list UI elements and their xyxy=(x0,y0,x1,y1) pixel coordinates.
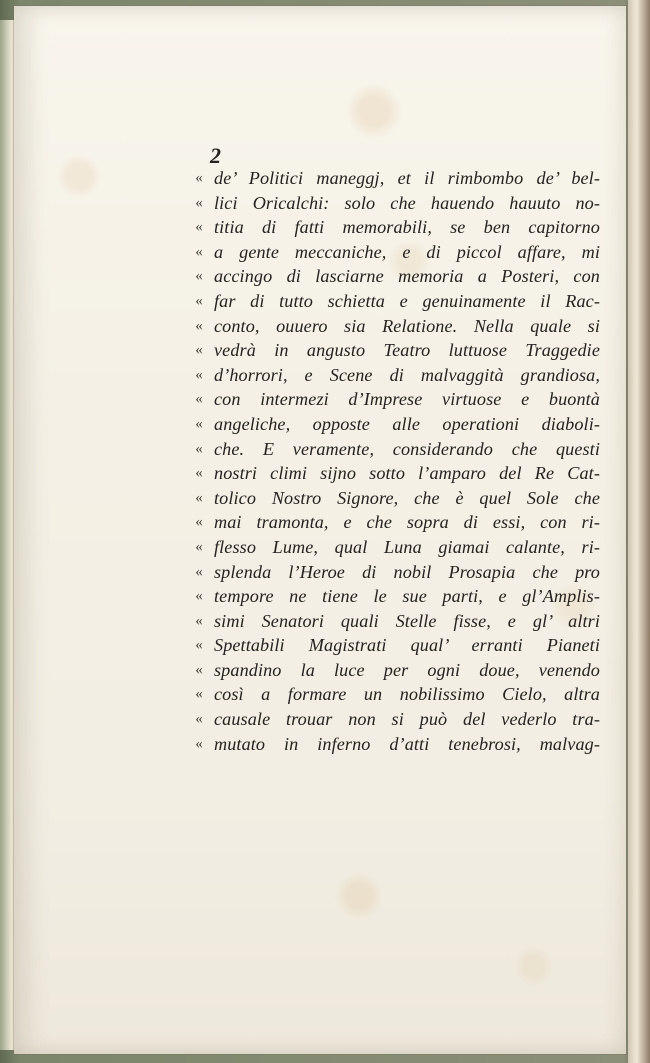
text-line xyxy=(190,707,600,732)
quotation-mark: « xyxy=(195,538,203,555)
line-text: con intermezi d’Imprese virtuose e buontà xyxy=(214,389,600,410)
text-line xyxy=(190,264,600,289)
body-text-block xyxy=(190,166,600,756)
quotation-mark: « xyxy=(195,440,203,457)
quotation-mark: « xyxy=(195,415,203,432)
line-text: de’ Politici maneggj, et il rimbombo de’ bel- xyxy=(214,168,600,188)
text-line xyxy=(190,191,600,216)
text-line xyxy=(190,732,600,757)
text-line xyxy=(190,609,600,634)
line-text: flesso Lume, qual Luna giamai calante, ri- xyxy=(214,536,600,557)
line-text: conto, ouuero sia Relatione. Nella quale si xyxy=(214,315,600,336)
line-text: vedrà in angusto Teatro luttuose Traggedie xyxy=(214,340,600,361)
text-line xyxy=(190,658,600,683)
text-line xyxy=(190,387,600,412)
line-text: mutato in inferno d’atti tenebrosi, malvag- xyxy=(214,733,600,754)
line-text: Spettabili Magistrati qual’ erranti Pianeti xyxy=(214,635,600,656)
line-text: causale trouar non si può del vederlo tra- xyxy=(214,709,600,730)
quotation-mark: « xyxy=(195,268,203,285)
line-text: tolico Nostro Signore, che è quel Sole che xyxy=(214,487,600,508)
quotation-mark: « xyxy=(195,366,203,383)
quotation-mark: « xyxy=(195,735,203,752)
line-text: così a formare un nobilissimo Cielo, altra xyxy=(214,684,600,705)
page-number: 2 xyxy=(210,143,221,168)
quotation-mark: « xyxy=(195,711,203,728)
quotation-mark: « xyxy=(195,563,203,580)
quotation-mark: « xyxy=(195,612,203,629)
quotation-mark: « xyxy=(195,661,203,678)
quotation-mark: « xyxy=(195,170,203,186)
text-line xyxy=(190,584,600,609)
text-line xyxy=(190,560,600,585)
text-line xyxy=(190,535,600,560)
text-line xyxy=(190,215,600,240)
quotation-mark: « xyxy=(195,514,203,531)
text-line xyxy=(190,437,600,462)
line-text: angeliche, opposte alle operationi diaboli- xyxy=(214,413,600,434)
quotation-mark: « xyxy=(195,391,203,408)
quotation-mark: « xyxy=(195,588,203,605)
book-page xyxy=(14,6,626,1054)
line-text: lici Oricalchi: solo che hauendo hauuto no- xyxy=(214,192,600,213)
quotation-mark: « xyxy=(195,489,203,506)
text-line xyxy=(190,338,600,363)
text-line xyxy=(190,289,600,314)
quotation-mark: « xyxy=(195,219,203,236)
line-text: mai tramonta, e che sopra di essi, con ri- xyxy=(214,512,600,533)
line-text: a gente meccaniche, e di piccol affare, mi xyxy=(214,241,600,262)
quotation-mark: « xyxy=(195,243,203,260)
text-line xyxy=(190,510,600,535)
quotation-mark: « xyxy=(195,342,203,359)
quotation-mark: « xyxy=(195,292,203,309)
text-line xyxy=(190,633,600,658)
text-line xyxy=(190,166,600,191)
quotation-mark: « xyxy=(195,194,203,211)
quotation-mark: « xyxy=(195,637,203,654)
line-text: simi Senatori quali Stelle fisse, e gl’ altri xyxy=(214,610,600,631)
line-text: accingo di lasciarne memoria a Posteri, con xyxy=(214,266,600,287)
text-line xyxy=(190,682,600,707)
quotation-mark: « xyxy=(195,465,203,482)
quotation-mark: « xyxy=(195,686,203,703)
line-text: nostri climi sijno sotto l’amparo del Re Cat- xyxy=(214,463,600,484)
text-line xyxy=(190,363,600,388)
text-line xyxy=(190,412,600,437)
line-text: d’horrori, e Scene di malvaggità grandiosa, xyxy=(214,364,600,385)
text-line xyxy=(190,461,600,486)
line-text: tempore ne tiene le sue parti, e gl’Amplis- xyxy=(214,586,600,607)
line-text: splenda l’Heroe di nobil Prosapia che pro xyxy=(214,561,600,582)
line-text: far di tutto schietta e genuinamente il Rac- xyxy=(214,290,600,311)
text-line xyxy=(190,486,600,511)
line-text: titia di fatti memorabili, se ben capitorno xyxy=(214,217,600,238)
text-line xyxy=(190,314,600,339)
text-line xyxy=(190,240,600,265)
line-text: che. E veramente, considerando che questi xyxy=(214,438,600,459)
right-cover-edge xyxy=(628,0,650,1063)
line-text: spandino la luce per ogni doue, venendo xyxy=(214,659,600,680)
quotation-mark: « xyxy=(195,317,203,334)
